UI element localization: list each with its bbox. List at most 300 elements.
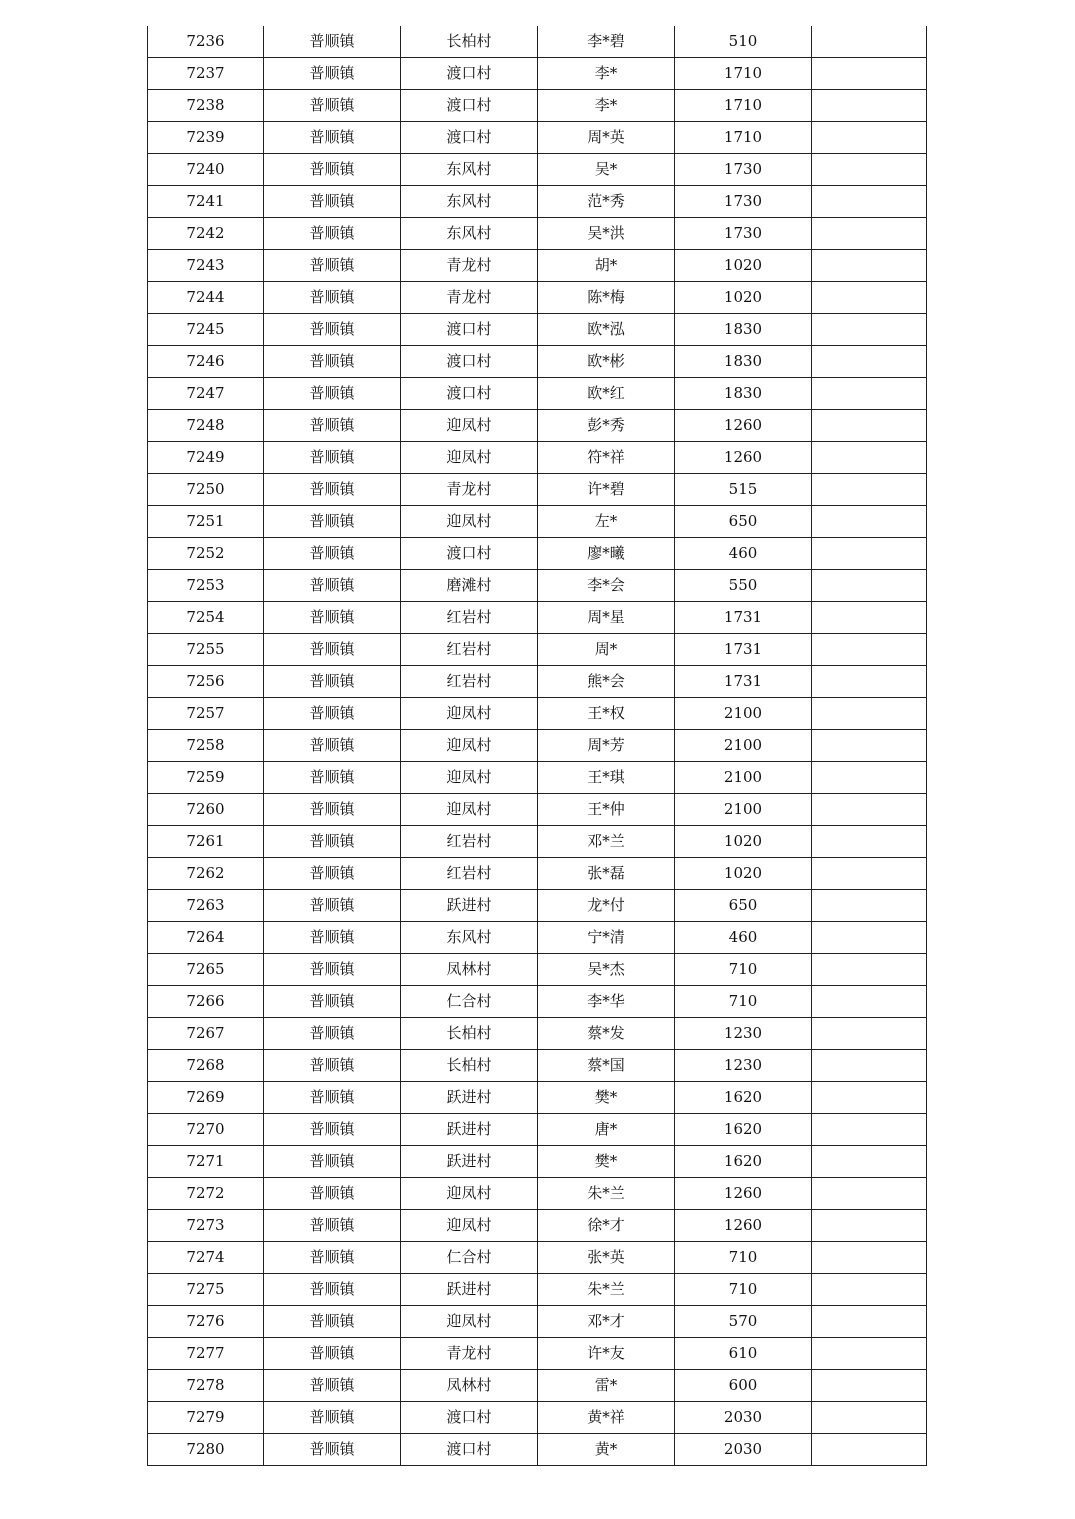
row-number-cell: 7257 <box>148 698 264 730</box>
remark-cell <box>812 570 927 602</box>
row-number-cell: 7260 <box>148 794 264 826</box>
town-cell: 普顺镇 <box>264 314 401 346</box>
name-cell: 吴*杰 <box>538 954 675 986</box>
name-cell: 宁*清 <box>538 922 675 954</box>
town-cell: 普顺镇 <box>264 1338 401 1370</box>
remark-cell <box>812 506 927 538</box>
town-cell: 普顺镇 <box>264 58 401 90</box>
amount-cell: 1020 <box>675 826 812 858</box>
amount-cell: 650 <box>675 506 812 538</box>
table-row <box>148 314 927 346</box>
row-number-cell: 7245 <box>148 314 264 346</box>
table-row <box>148 858 927 890</box>
remark-cell <box>812 762 927 794</box>
town-cell: 普顺镇 <box>264 1434 401 1466</box>
roster-table <box>147 26 927 1466</box>
name-cell: 胡* <box>538 250 675 282</box>
name-cell: 黄* <box>538 1434 675 1466</box>
remark-cell <box>812 1434 927 1466</box>
town-cell: 普顺镇 <box>264 218 401 250</box>
village-cell: 仁合村 <box>401 986 538 1018</box>
amount-cell: 1260 <box>675 442 812 474</box>
village-cell: 东风村 <box>401 186 538 218</box>
name-cell: 樊* <box>538 1082 675 1114</box>
table-row <box>148 1338 927 1370</box>
row-number-cell: 7280 <box>148 1434 264 1466</box>
town-cell: 普顺镇 <box>264 442 401 474</box>
name-cell: 吴* <box>538 154 675 186</box>
table-row <box>148 922 927 954</box>
remark-cell <box>812 218 927 250</box>
table-row <box>148 186 927 218</box>
amount-cell: 1620 <box>675 1146 812 1178</box>
name-cell: 朱*兰 <box>538 1274 675 1306</box>
remark-cell <box>812 1274 927 1306</box>
table-row <box>148 506 927 538</box>
name-cell: 范*秀 <box>538 186 675 218</box>
remark-cell <box>812 282 927 314</box>
remark-cell <box>812 314 927 346</box>
village-cell: 青龙村 <box>401 474 538 506</box>
village-cell: 迎凤村 <box>401 794 538 826</box>
remark-cell <box>812 1178 927 1210</box>
row-number-cell: 7249 <box>148 442 264 474</box>
village-cell: 渡口村 <box>401 1434 538 1466</box>
name-cell: 周* <box>538 634 675 666</box>
row-number-cell: 7270 <box>148 1114 264 1146</box>
row-number-cell: 7265 <box>148 954 264 986</box>
village-cell: 仁合村 <box>401 1242 538 1274</box>
name-cell: 黄*祥 <box>538 1402 675 1434</box>
remark-cell <box>812 122 927 154</box>
row-number-cell: 7263 <box>148 890 264 922</box>
table-row <box>148 122 927 154</box>
table-row <box>148 954 927 986</box>
amount-cell: 650 <box>675 890 812 922</box>
remark-cell <box>812 1114 927 1146</box>
row-number-cell: 7239 <box>148 122 264 154</box>
town-cell: 普顺镇 <box>264 122 401 154</box>
remark-cell <box>812 410 927 442</box>
town-cell: 普顺镇 <box>264 538 401 570</box>
name-cell: 朱*兰 <box>538 1178 675 1210</box>
table-row <box>148 1434 927 1466</box>
village-cell: 红岩村 <box>401 826 538 858</box>
name-cell: 张*英 <box>538 1242 675 1274</box>
row-number-cell: 7243 <box>148 250 264 282</box>
remark-cell <box>812 58 927 90</box>
table-row <box>148 1050 927 1082</box>
town-cell: 普顺镇 <box>264 186 401 218</box>
town-cell: 普顺镇 <box>264 1146 401 1178</box>
village-cell: 红岩村 <box>401 666 538 698</box>
remark-cell <box>812 826 927 858</box>
village-cell: 迎凤村 <box>401 442 538 474</box>
table-row <box>148 826 927 858</box>
table-row <box>148 250 927 282</box>
amount-cell: 460 <box>675 538 812 570</box>
row-number-cell: 7276 <box>148 1306 264 1338</box>
village-cell: 跃进村 <box>401 1274 538 1306</box>
row-number-cell: 7262 <box>148 858 264 890</box>
table-row <box>148 794 927 826</box>
amount-cell: 2030 <box>675 1402 812 1434</box>
name-cell: 周*英 <box>538 122 675 154</box>
amount-cell: 460 <box>675 922 812 954</box>
town-cell: 普顺镇 <box>264 1082 401 1114</box>
row-number-cell: 7251 <box>148 506 264 538</box>
row-number-cell: 7244 <box>148 282 264 314</box>
table-row <box>148 1178 927 1210</box>
village-cell: 渡口村 <box>401 90 538 122</box>
remark-cell <box>812 634 927 666</box>
amount-cell: 510 <box>675 26 812 58</box>
name-cell: 邓*兰 <box>538 826 675 858</box>
row-number-cell: 7268 <box>148 1050 264 1082</box>
town-cell: 普顺镇 <box>264 826 401 858</box>
town-cell: 普顺镇 <box>264 506 401 538</box>
name-cell: 吴*洪 <box>538 218 675 250</box>
remark-cell <box>812 442 927 474</box>
town-cell: 普顺镇 <box>264 794 401 826</box>
remark-cell <box>812 794 927 826</box>
village-cell: 迎凤村 <box>401 410 538 442</box>
table-row <box>148 378 927 410</box>
town-cell: 普顺镇 <box>264 1402 401 1434</box>
row-number-cell: 7264 <box>148 922 264 954</box>
amount-cell: 1731 <box>675 666 812 698</box>
village-cell: 跃进村 <box>401 1146 538 1178</box>
town-cell: 普顺镇 <box>264 26 401 58</box>
name-cell: 左* <box>538 506 675 538</box>
table-row <box>148 218 927 250</box>
remark-cell <box>812 378 927 410</box>
remark-cell <box>812 666 927 698</box>
table-row <box>148 1402 927 1434</box>
town-cell: 普顺镇 <box>264 474 401 506</box>
town-cell: 普顺镇 <box>264 858 401 890</box>
remark-cell <box>812 1402 927 1434</box>
amount-cell: 710 <box>675 986 812 1018</box>
row-number-cell: 7272 <box>148 1178 264 1210</box>
roster-table-body <box>148 26 927 1466</box>
name-cell: 邓*才 <box>538 1306 675 1338</box>
table-row <box>148 538 927 570</box>
village-cell: 长柏村 <box>401 26 538 58</box>
name-cell: 李* <box>538 90 675 122</box>
village-cell: 渡口村 <box>401 378 538 410</box>
village-cell: 东风村 <box>401 154 538 186</box>
name-cell: 雷* <box>538 1370 675 1402</box>
village-cell: 东风村 <box>401 218 538 250</box>
name-cell: 徐*才 <box>538 1210 675 1242</box>
village-cell: 跃进村 <box>401 1114 538 1146</box>
table-row <box>148 1274 927 1306</box>
village-cell: 红岩村 <box>401 634 538 666</box>
amount-cell: 1731 <box>675 602 812 634</box>
amount-cell: 710 <box>675 1274 812 1306</box>
village-cell: 迎凤村 <box>401 1210 538 1242</box>
amount-cell: 710 <box>675 954 812 986</box>
town-cell: 普顺镇 <box>264 602 401 634</box>
remark-cell <box>812 26 927 58</box>
amount-cell: 710 <box>675 1242 812 1274</box>
village-cell: 迎凤村 <box>401 730 538 762</box>
village-cell: 迎凤村 <box>401 698 538 730</box>
amount-cell: 1230 <box>675 1050 812 1082</box>
town-cell: 普顺镇 <box>264 1018 401 1050</box>
name-cell: 李*会 <box>538 570 675 602</box>
row-number-cell: 7271 <box>148 1146 264 1178</box>
row-number-cell: 7258 <box>148 730 264 762</box>
town-cell: 普顺镇 <box>264 410 401 442</box>
remark-cell <box>812 90 927 122</box>
amount-cell: 2100 <box>675 730 812 762</box>
name-cell: 李*华 <box>538 986 675 1018</box>
name-cell: 王*琪 <box>538 762 675 794</box>
remark-cell <box>812 922 927 954</box>
village-cell: 东风村 <box>401 922 538 954</box>
remark-cell <box>812 1370 927 1402</box>
remark-cell <box>812 1018 927 1050</box>
amount-cell: 1710 <box>675 90 812 122</box>
amount-cell: 1260 <box>675 1210 812 1242</box>
town-cell: 普顺镇 <box>264 922 401 954</box>
row-number-cell: 7247 <box>148 378 264 410</box>
village-cell: 迎凤村 <box>401 506 538 538</box>
name-cell: 张*磊 <box>538 858 675 890</box>
village-cell: 长柏村 <box>401 1050 538 1082</box>
village-cell: 青龙村 <box>401 1338 538 1370</box>
table-row <box>148 58 927 90</box>
row-number-cell: 7273 <box>148 1210 264 1242</box>
amount-cell: 1620 <box>675 1082 812 1114</box>
table-row <box>148 666 927 698</box>
town-cell: 普顺镇 <box>264 90 401 122</box>
table-row <box>148 1370 927 1402</box>
town-cell: 普顺镇 <box>264 570 401 602</box>
name-cell: 王*权 <box>538 698 675 730</box>
remark-cell <box>812 474 927 506</box>
town-cell: 普顺镇 <box>264 1306 401 1338</box>
table-row <box>148 890 927 922</box>
table-row <box>148 1242 927 1274</box>
table-row <box>148 442 927 474</box>
village-cell: 渡口村 <box>401 538 538 570</box>
name-cell: 陈*梅 <box>538 282 675 314</box>
remark-cell <box>812 698 927 730</box>
remark-cell <box>812 986 927 1018</box>
table-row <box>148 762 927 794</box>
town-cell: 普顺镇 <box>264 1242 401 1274</box>
row-number-cell: 7267 <box>148 1018 264 1050</box>
table-row <box>148 1082 927 1114</box>
amount-cell: 1830 <box>675 378 812 410</box>
amount-cell: 1230 <box>675 1018 812 1050</box>
table-row <box>148 410 927 442</box>
name-cell: 樊* <box>538 1146 675 1178</box>
village-cell: 渡口村 <box>401 122 538 154</box>
town-cell: 普顺镇 <box>264 1210 401 1242</box>
row-number-cell: 7266 <box>148 986 264 1018</box>
amount-cell: 1020 <box>675 250 812 282</box>
table-row <box>148 730 927 762</box>
name-cell: 蔡*发 <box>538 1018 675 1050</box>
amount-cell: 2100 <box>675 794 812 826</box>
amount-cell: 610 <box>675 1338 812 1370</box>
row-number-cell: 7261 <box>148 826 264 858</box>
village-cell: 青龙村 <box>401 282 538 314</box>
village-cell: 磨滩村 <box>401 570 538 602</box>
town-cell: 普顺镇 <box>264 954 401 986</box>
amount-cell: 2100 <box>675 698 812 730</box>
town-cell: 普顺镇 <box>264 1114 401 1146</box>
village-cell: 渡口村 <box>401 1402 538 1434</box>
town-cell: 普顺镇 <box>264 666 401 698</box>
amount-cell: 600 <box>675 1370 812 1402</box>
town-cell: 普顺镇 <box>264 1178 401 1210</box>
name-cell: 龙*付 <box>538 890 675 922</box>
amount-cell: 1260 <box>675 1178 812 1210</box>
village-cell: 红岩村 <box>401 602 538 634</box>
table-row <box>148 282 927 314</box>
remark-cell <box>812 730 927 762</box>
remark-cell <box>812 538 927 570</box>
village-cell: 渡口村 <box>401 346 538 378</box>
name-cell: 彭*秀 <box>538 410 675 442</box>
town-cell: 普顺镇 <box>264 730 401 762</box>
table-row <box>148 474 927 506</box>
row-number-cell: 7274 <box>148 1242 264 1274</box>
village-cell: 渡口村 <box>401 58 538 90</box>
table-row <box>148 90 927 122</box>
name-cell: 唐* <box>538 1114 675 1146</box>
amount-cell: 1020 <box>675 282 812 314</box>
village-cell: 迎凤村 <box>401 1178 538 1210</box>
name-cell: 欧*彬 <box>538 346 675 378</box>
village-cell: 凤林村 <box>401 954 538 986</box>
amount-cell: 1710 <box>675 58 812 90</box>
table-row <box>148 1146 927 1178</box>
amount-cell: 2100 <box>675 762 812 794</box>
row-number-cell: 7255 <box>148 634 264 666</box>
table-row <box>148 634 927 666</box>
row-number-cell: 7253 <box>148 570 264 602</box>
village-cell: 渡口村 <box>401 314 538 346</box>
amount-cell: 1710 <box>675 122 812 154</box>
table-row <box>148 570 927 602</box>
remark-cell <box>812 154 927 186</box>
row-number-cell: 7242 <box>148 218 264 250</box>
amount-cell: 550 <box>675 570 812 602</box>
amount-cell: 1020 <box>675 858 812 890</box>
village-cell: 红岩村 <box>401 858 538 890</box>
table-row <box>148 1306 927 1338</box>
table-row <box>148 154 927 186</box>
row-number-cell: 7277 <box>148 1338 264 1370</box>
town-cell: 普顺镇 <box>264 346 401 378</box>
remark-cell <box>812 858 927 890</box>
row-number-cell: 7250 <box>148 474 264 506</box>
town-cell: 普顺镇 <box>264 634 401 666</box>
town-cell: 普顺镇 <box>264 154 401 186</box>
row-number-cell: 7254 <box>148 602 264 634</box>
amount-cell: 1830 <box>675 314 812 346</box>
name-cell: 许*友 <box>538 1338 675 1370</box>
row-number-cell: 7252 <box>148 538 264 570</box>
table-row <box>148 1210 927 1242</box>
town-cell: 普顺镇 <box>264 282 401 314</box>
table-row <box>148 1114 927 1146</box>
town-cell: 普顺镇 <box>264 1274 401 1306</box>
row-number-cell: 7259 <box>148 762 264 794</box>
village-cell: 跃进村 <box>401 1082 538 1114</box>
village-cell: 凤林村 <box>401 1370 538 1402</box>
name-cell: 廖*曦 <box>538 538 675 570</box>
name-cell: 蔡*国 <box>538 1050 675 1082</box>
name-cell: 周*星 <box>538 602 675 634</box>
amount-cell: 2030 <box>675 1434 812 1466</box>
village-cell: 迎凤村 <box>401 1306 538 1338</box>
amount-cell: 1260 <box>675 410 812 442</box>
amount-cell: 1830 <box>675 346 812 378</box>
row-number-cell: 7275 <box>148 1274 264 1306</box>
amount-cell: 1731 <box>675 634 812 666</box>
name-cell: 李*碧 <box>538 26 675 58</box>
amount-cell: 1730 <box>675 186 812 218</box>
row-number-cell: 7238 <box>148 90 264 122</box>
name-cell: 欧*红 <box>538 378 675 410</box>
row-number-cell: 7278 <box>148 1370 264 1402</box>
row-number-cell: 7241 <box>148 186 264 218</box>
town-cell: 普顺镇 <box>264 698 401 730</box>
name-cell: 许*碧 <box>538 474 675 506</box>
remark-cell <box>812 1210 927 1242</box>
remark-cell <box>812 602 927 634</box>
table-row <box>148 1018 927 1050</box>
row-number-cell: 7256 <box>148 666 264 698</box>
town-cell: 普顺镇 <box>264 1050 401 1082</box>
remark-cell <box>812 1338 927 1370</box>
amount-cell: 1730 <box>675 218 812 250</box>
name-cell: 熊*会 <box>538 666 675 698</box>
remark-cell <box>812 346 927 378</box>
town-cell: 普顺镇 <box>264 250 401 282</box>
amount-cell: 570 <box>675 1306 812 1338</box>
village-cell: 跃进村 <box>401 890 538 922</box>
town-cell: 普顺镇 <box>264 378 401 410</box>
remark-cell <box>812 1242 927 1274</box>
remark-cell <box>812 186 927 218</box>
remark-cell <box>812 250 927 282</box>
remark-cell <box>812 1146 927 1178</box>
town-cell: 普顺镇 <box>264 986 401 1018</box>
amount-cell: 515 <box>675 474 812 506</box>
village-cell: 长柏村 <box>401 1018 538 1050</box>
row-number-cell: 7236 <box>148 26 264 58</box>
name-cell: 周*芳 <box>538 730 675 762</box>
remark-cell <box>812 1082 927 1114</box>
table-row <box>148 602 927 634</box>
remark-cell <box>812 890 927 922</box>
name-cell: 李* <box>538 58 675 90</box>
row-number-cell: 7237 <box>148 58 264 90</box>
name-cell: 王*仲 <box>538 794 675 826</box>
row-number-cell: 7246 <box>148 346 264 378</box>
remark-cell <box>812 1306 927 1338</box>
remark-cell <box>812 1050 927 1082</box>
row-number-cell: 7248 <box>148 410 264 442</box>
